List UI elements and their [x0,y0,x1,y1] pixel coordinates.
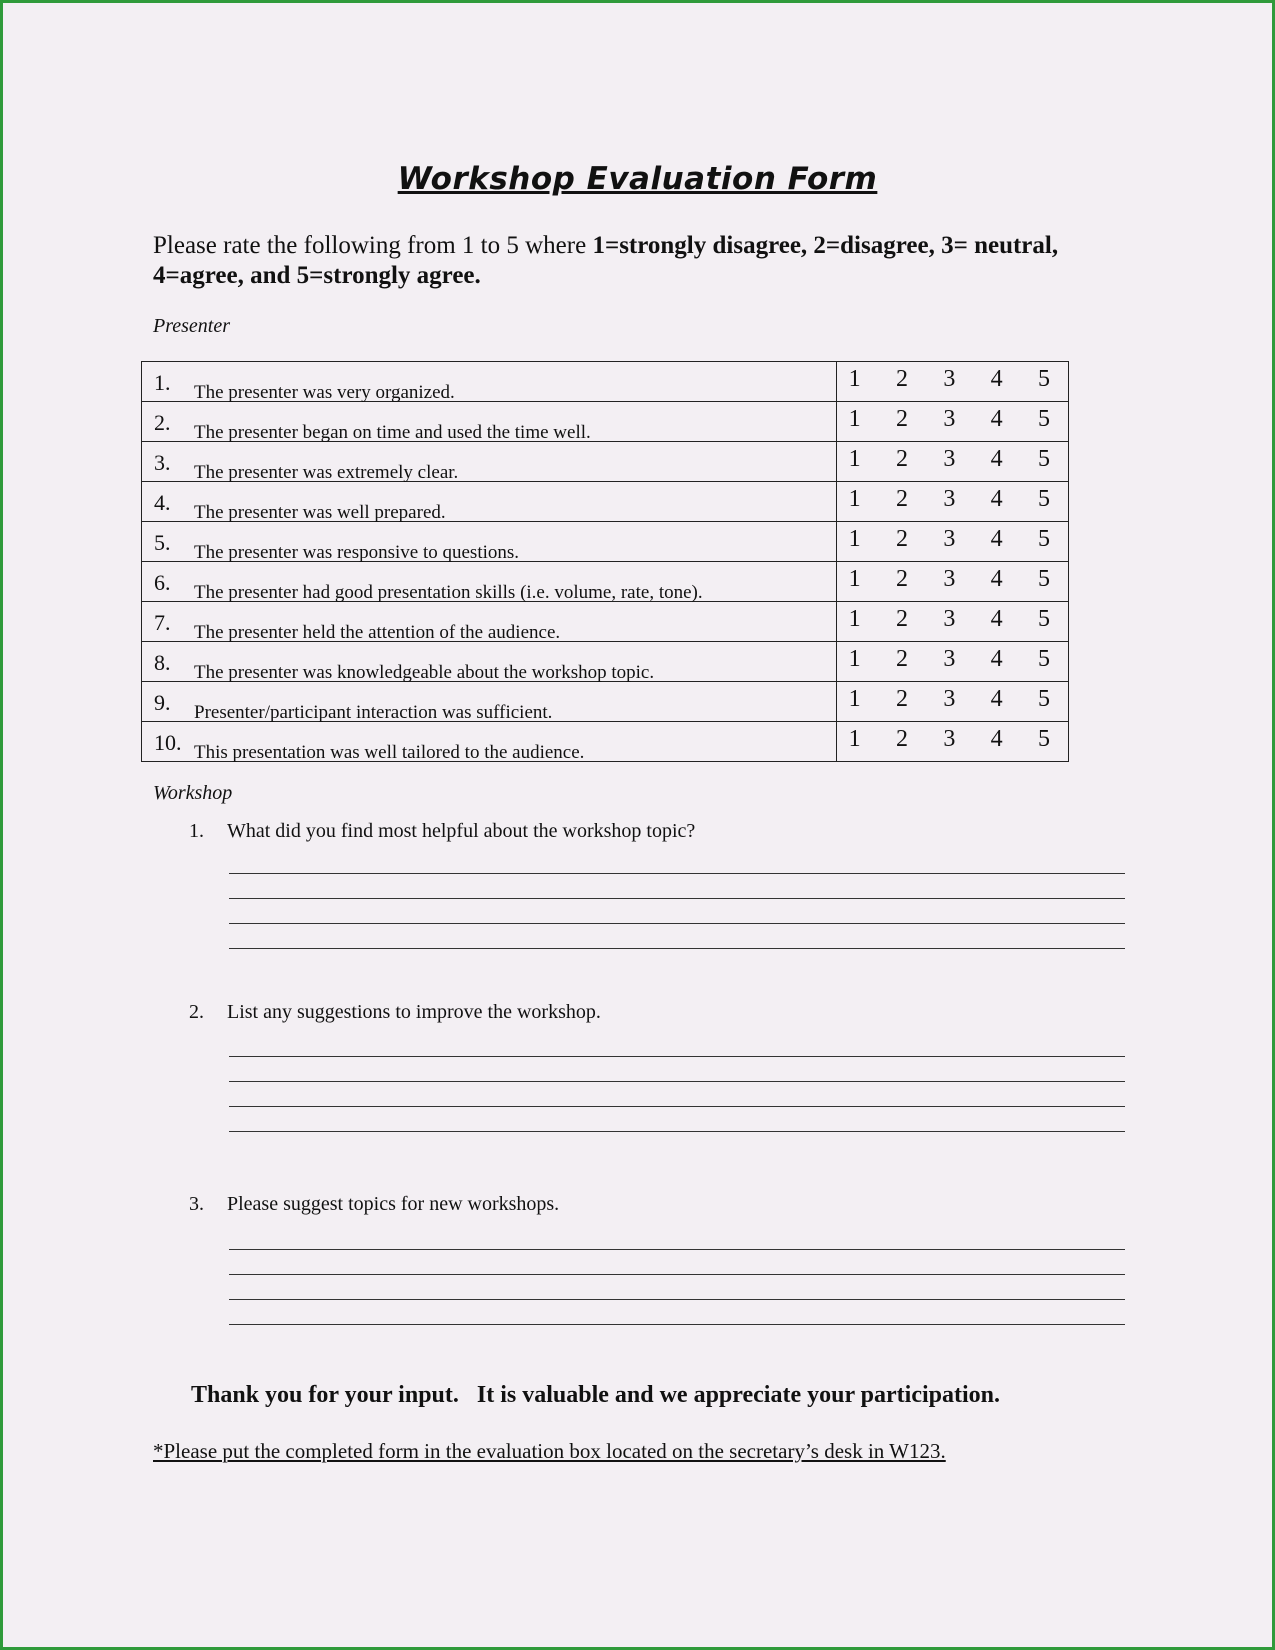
thank-you-message: Thank you for your input. It is valuable and we appreciate your participation. [191,1382,1001,1408]
rating-scale [836,522,1068,562]
question-number: 2. [189,1001,204,1023]
rating-option-5[interactable]: 5 [1038,566,1050,592]
rating-option-3[interactable]: 3 [943,366,956,392]
rating-scale [836,562,1068,602]
answer-area-3[interactable] [229,1225,1125,1325]
answer-line[interactable] [229,1082,1125,1107]
rating-option-3[interactable]: 3 [943,526,956,552]
rating-option-4[interactable]: 4 [990,726,1003,752]
answer-line[interactable] [229,1225,1125,1250]
rating-statement [142,602,837,642]
statement-text: Presenter/participant interaction was sufficient. [194,702,553,723]
rating-row [142,482,1069,522]
answer-line[interactable] [229,1032,1125,1057]
answer-line[interactable] [229,1275,1125,1300]
question-text: What did you find most helpful about the workshop topic? [227,820,696,842]
answer-line[interactable] [229,849,1125,874]
rating-option-1[interactable]: 1 [848,726,861,752]
rating-option-4[interactable]: 4 [990,366,1003,392]
rating-option-2[interactable]: 2 [895,486,908,512]
answer-line[interactable] [229,899,1125,924]
rating-option-3[interactable]: 3 [943,446,956,472]
question-number: 3. [189,1193,204,1215]
statement-number: 2. [154,410,171,435]
rating-scale [836,442,1068,482]
rating-statement [142,482,837,522]
rating-option-4[interactable]: 4 [990,566,1003,592]
instructions-scale: 1=strongly disagree, 2=disagree, 3= neutral, 4=agree, and 5=strongly agree. [153,232,1059,289]
rating-statement [142,362,837,402]
question-2 [189,1001,1129,1024]
statement-number: 1. [154,370,171,395]
rating-option-1[interactable]: 1 [848,526,861,552]
rating-scale [836,482,1068,522]
rating-option-5[interactable]: 5 [1038,646,1050,672]
submission-note: *Please put the completed form in the evaluation box located on the secretary’s desk in W123. [153,1439,946,1463]
rating-option-5[interactable]: 5 [1038,526,1050,552]
rating-scale [836,402,1068,442]
statement-number: 5. [154,530,171,555]
statement-number: 9. [154,690,171,715]
rating-row [142,682,1069,722]
rating-scale [836,362,1068,402]
statement-text: The presenter was well prepared. [194,502,446,523]
rating-option-3[interactable]: 3 [943,606,956,632]
answer-line[interactable] [229,874,1125,899]
statement-number: 8. [154,650,171,675]
rating-option-3[interactable]: 3 [943,686,956,712]
answer-line[interactable] [229,1250,1125,1275]
question-3 [189,1193,1129,1216]
rating-option-5[interactable]: 5 [1038,486,1050,512]
statement-number: 4. [154,490,171,515]
rating-instructions [153,231,1083,291]
rating-option-3[interactable]: 3 [943,406,956,432]
rating-option-2[interactable]: 2 [895,406,908,432]
rating-option-5[interactable]: 5 [1038,366,1050,392]
answer-line[interactable] [229,924,1125,949]
question-text: Please suggest topics for new workshops. [227,1193,560,1215]
rating-statement [142,442,837,482]
rating-row [142,522,1069,562]
rating-row [142,362,1069,402]
rating-option-2[interactable]: 2 [895,606,908,632]
rating-scale [836,682,1068,722]
rating-scale [836,722,1068,762]
rating-statement [142,642,837,682]
rating-row [142,722,1069,762]
statement-number: 3. [154,450,171,475]
rating-row [142,562,1069,602]
answer-area-2[interactable] [229,1032,1125,1132]
rating-row [142,602,1069,642]
rating-statement [142,722,837,762]
rating-statement [142,682,837,722]
rating-option-1[interactable]: 1 [848,686,861,712]
statement-number: 7. [154,610,171,635]
rating-option-3[interactable]: 3 [943,486,956,512]
rating-option-4[interactable]: 4 [990,606,1003,632]
rating-option-5[interactable]: 5 [1038,686,1050,712]
rating-statement [142,522,837,562]
rating-option-4[interactable]: 4 [990,406,1003,432]
rating-option-3[interactable]: 3 [943,646,956,672]
rating-option-1[interactable]: 1 [848,406,861,432]
rating-option-2[interactable]: 2 [895,726,908,752]
rating-scale [836,602,1068,642]
rating-statement [142,562,837,602]
rating-option-2[interactable]: 2 [895,446,908,472]
statement-text: The presenter was very organized. [194,382,455,403]
rating-option-2[interactable]: 2 [895,646,908,672]
answer-line[interactable] [229,1107,1125,1132]
rating-option-1[interactable]: 1 [848,606,861,632]
statement-text: The presenter held the attention of the audience. [194,622,561,643]
rating-option-1[interactable]: 1 [848,366,861,392]
form-title: Workshop Evaluation Form [397,161,878,197]
rating-option-2[interactable]: 2 [895,366,908,392]
rating-row [142,442,1069,482]
rating-scale [836,642,1068,682]
rating-option-3[interactable]: 3 [943,726,956,752]
rating-option-1[interactable]: 1 [848,486,861,512]
answer-area-1[interactable] [229,849,1125,949]
question-number: 1. [189,820,204,842]
rating-option-2[interactable]: 2 [895,686,908,712]
rating-option-5[interactable]: 5 [1038,446,1050,472]
rating-option-4[interactable]: 4 [990,486,1003,512]
statement-text: The presenter was knowledgeable about the workshop topic. [194,662,655,683]
statement-text: The presenter was responsive to questions. [194,542,520,563]
rating-row [142,642,1069,682]
rating-option-5[interactable]: 5 [1038,726,1050,752]
statement-text: The presenter was extremely clear. [194,462,459,483]
rating-option-1[interactable]: 1 [848,566,861,592]
rating-option-1[interactable]: 1 [848,446,861,472]
rating-statement [142,402,837,442]
rating-option-5[interactable]: 5 [1038,606,1050,632]
statement-number: 6. [154,570,171,595]
rating-option-2[interactable]: 2 [895,526,908,552]
rating-option-4[interactable]: 4 [990,646,1003,672]
rating-option-4[interactable]: 4 [990,526,1003,552]
statement-text: The presenter had good presentation skills (i.e. volume, rate, tone). [194,582,703,603]
rating-option-4[interactable]: 4 [990,686,1003,712]
rating-option-1[interactable]: 1 [848,646,861,672]
rating-option-5[interactable]: 5 [1038,406,1050,432]
question-text: List any suggestions to improve the workshop. [227,1001,601,1023]
question-1 [189,820,1129,843]
answer-line[interactable] [229,1300,1125,1325]
presenter-rating-table [141,361,1069,762]
presenter-section-label: Presenter [153,315,231,337]
statement-number: 10. [154,730,182,755]
instructions-plain: Please rate the following from 1 to 5 where [153,232,593,259]
rating-option-4[interactable]: 4 [990,446,1003,472]
answer-line[interactable] [229,1057,1125,1082]
statement-text: The presenter began on time and used the time well. [194,422,591,443]
rating-option-3[interactable]: 3 [943,566,956,592]
rating-row [142,402,1069,442]
statement-text: This presentation was well tailored to the audience. [194,742,585,763]
rating-option-2[interactable]: 2 [895,566,908,592]
workshop-section-label: Workshop [153,782,233,804]
